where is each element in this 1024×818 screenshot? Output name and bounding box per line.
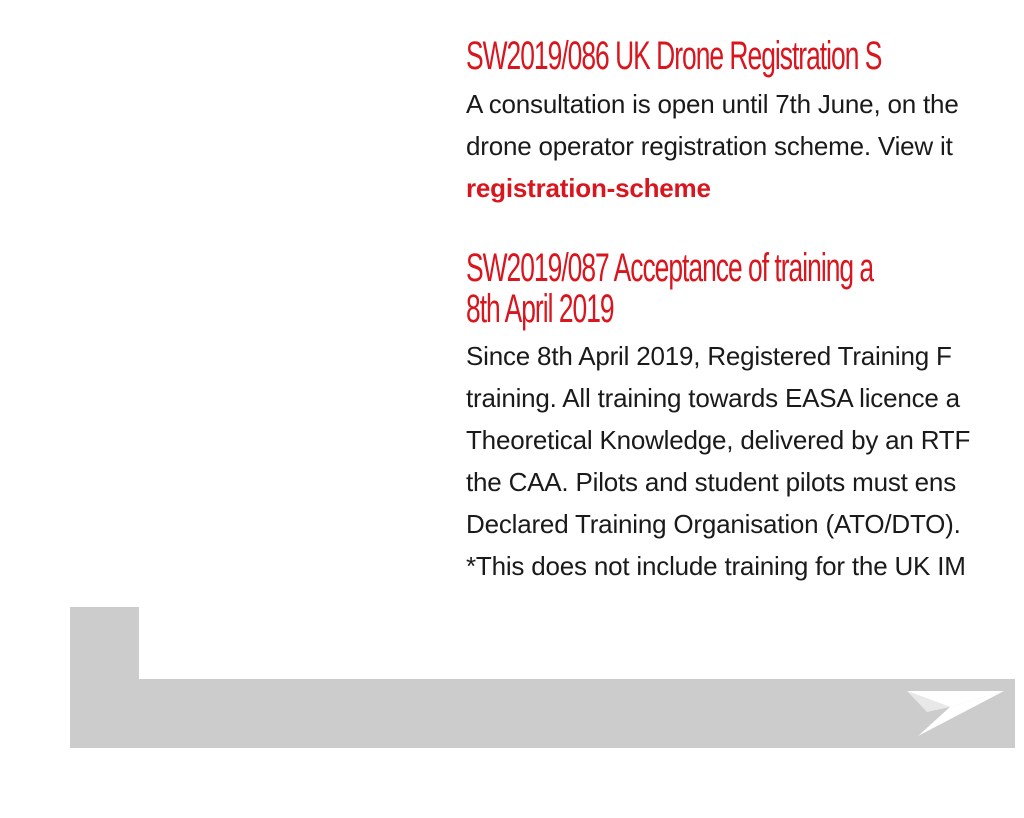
section-heading-training-acceptance [466,248,873,330]
body-line: drone operator registration scheme. View it [466,131,953,161]
footer-shape [70,607,1015,748]
body-line: training. All training towards EASA licence a [466,383,960,413]
body-line: Declared Training Organisation (ATO/DTO). [466,509,961,539]
heading-line: SW2019/087 Acceptance of training a [466,246,874,290]
section-body-training-acceptance [466,335,970,587]
body-line: the CAA. Pilots and student pilots must ens [466,467,956,497]
body-line: *This does not include training for the UK IM [466,551,966,581]
body-line: Theoretical Knowledge, delivered by an RTF [466,425,971,455]
section-body-drone-registration [466,83,959,209]
footer-bar [70,607,1015,748]
registration-scheme-link[interactable]: registration-scheme [466,173,711,203]
body-line: Since 8th April 2019, Registered Training F [466,341,952,371]
section-heading-drone-registration: SW2019/086 UK Drone Registration S [466,34,882,78]
body-line: A consultation is open until 7th June, on the [466,89,959,119]
footer-background [70,607,1015,748]
heading-line: 8th April 2019 [466,287,614,331]
